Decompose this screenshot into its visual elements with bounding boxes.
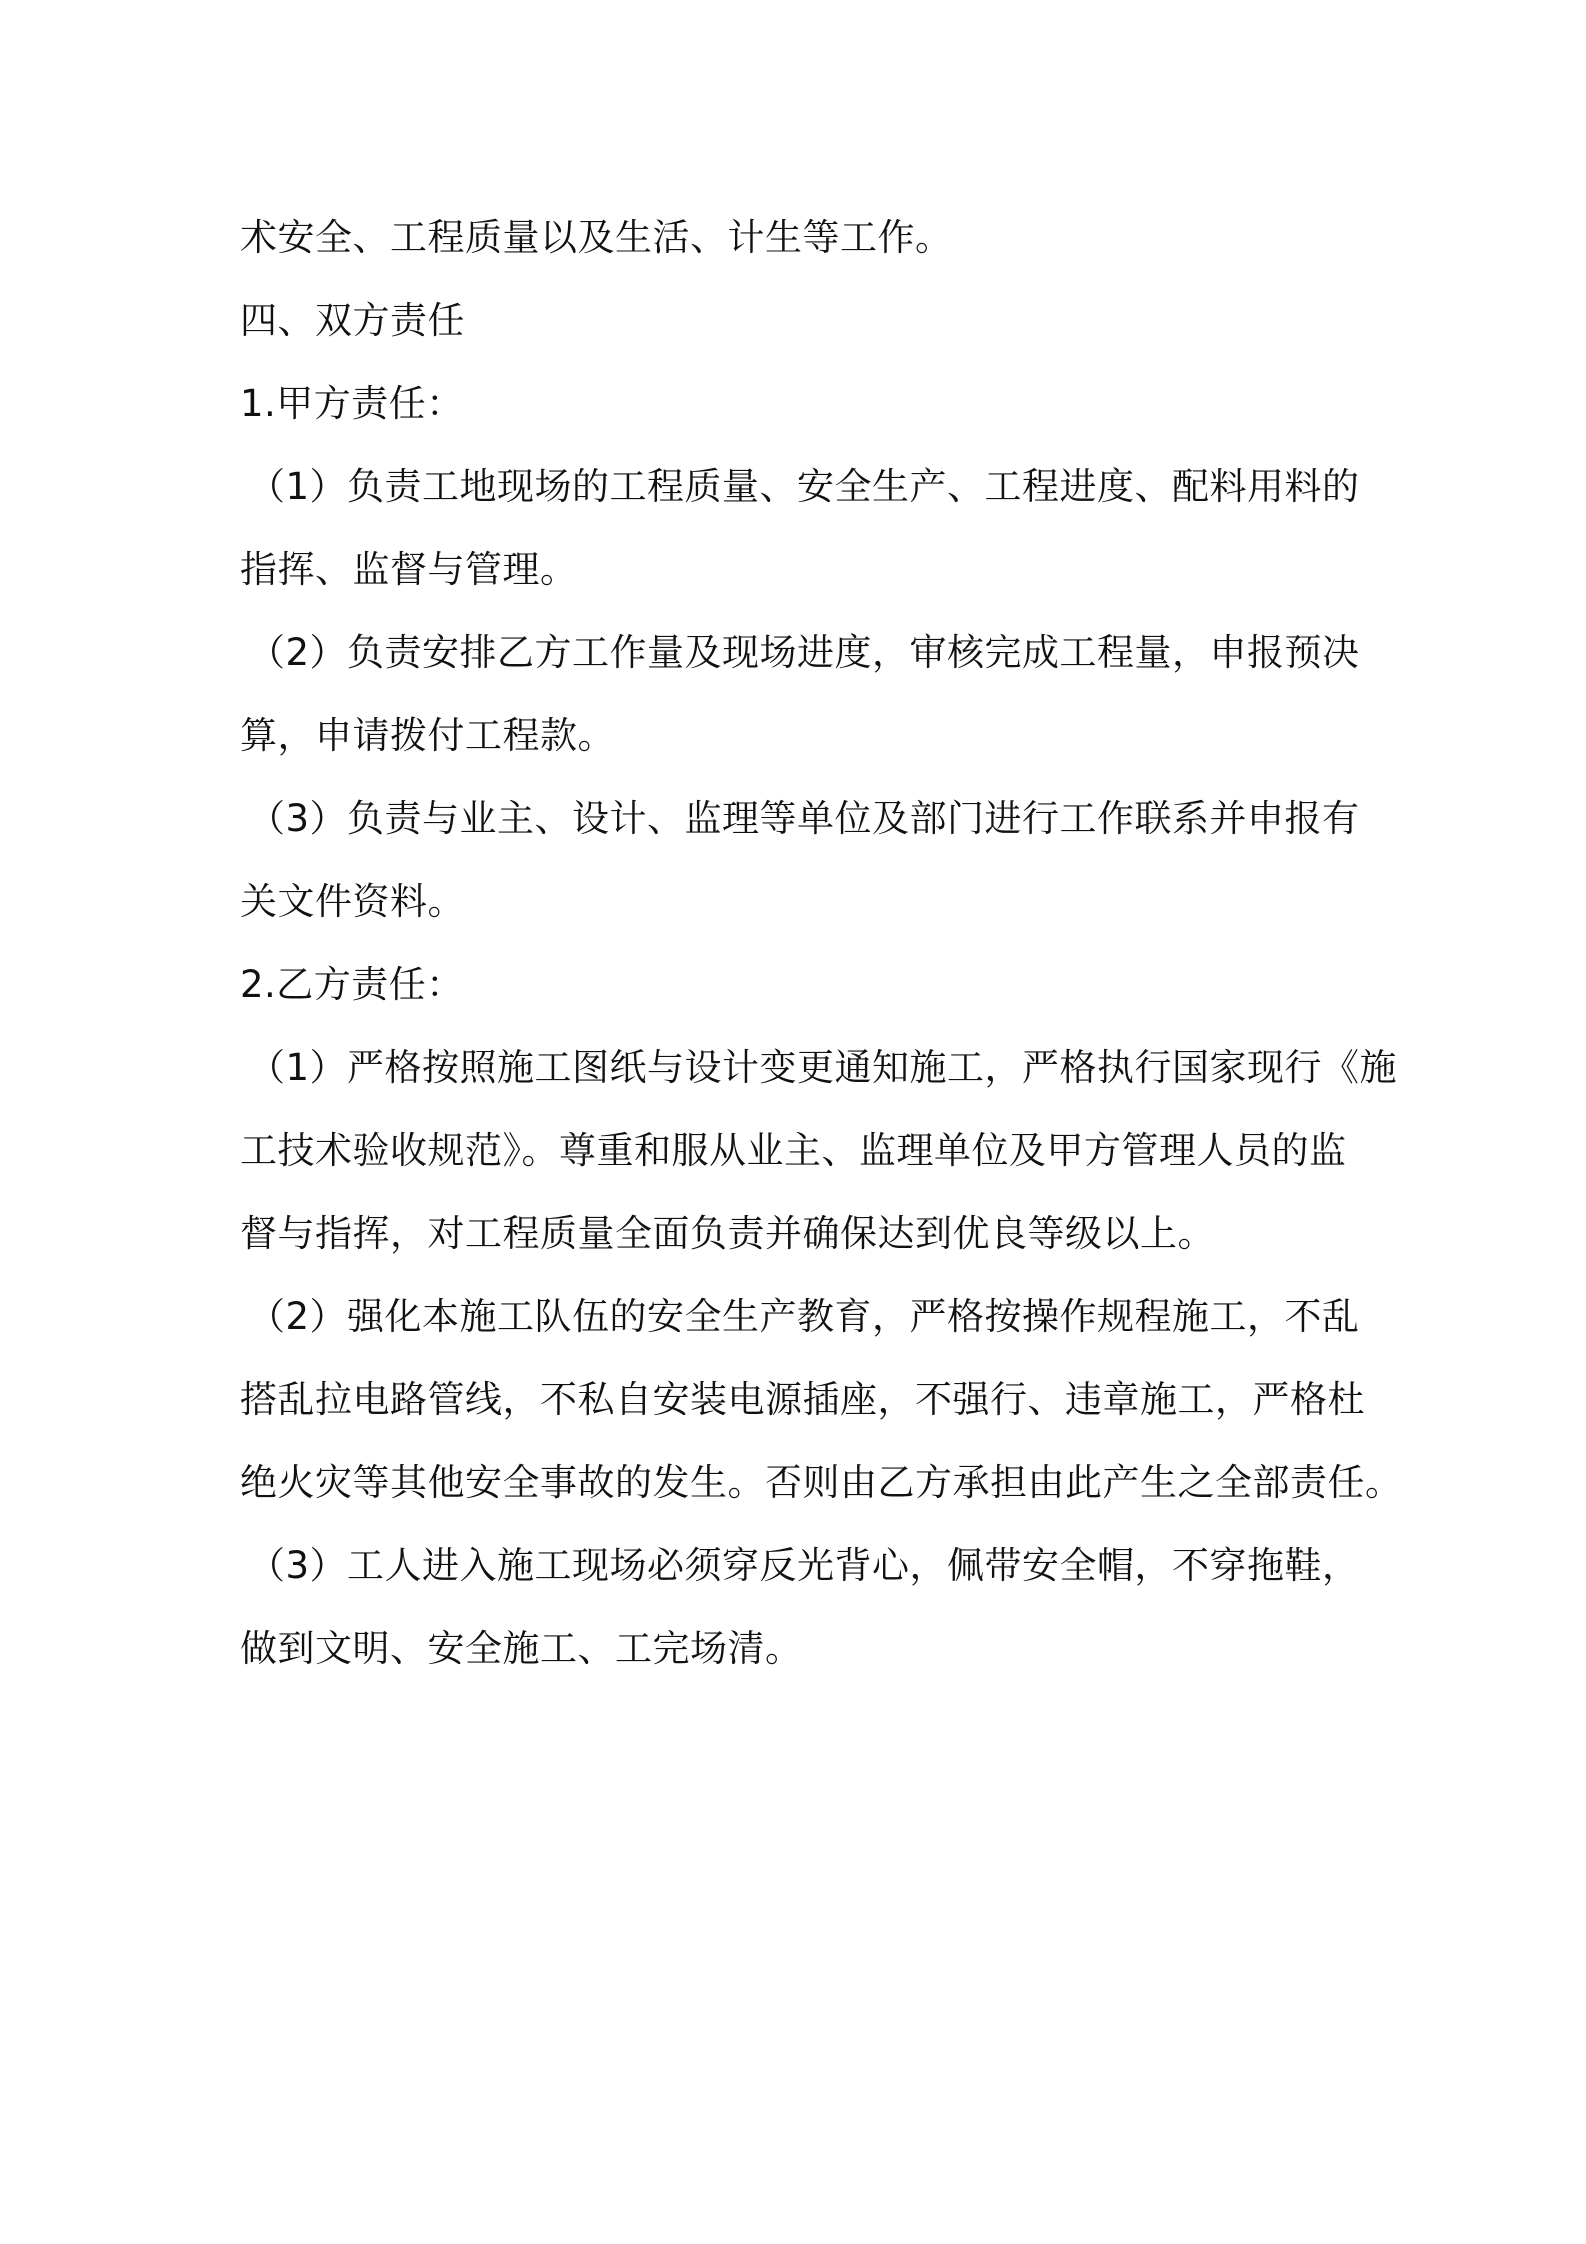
list-item-line: 工技术验收规范》。尊重和服从业主、监理单位及甲方管理人员的监 [240, 1129, 1347, 1172]
list-item-line: 指挥、监督与管理。 [240, 548, 578, 591]
section-heading: 四、双方责任 [240, 299, 465, 342]
list-item-line: （3）工人进入施工现场必须穿反光背心，佩带安全帽，不穿拖鞋， [248, 1544, 1360, 1587]
list-item-line: 搭乱拉电路管线，不私自安装电源插座，不强行、违章施工，严格杜 [240, 1378, 1365, 1421]
subsection-heading: 2.乙方责任： [240, 963, 464, 1006]
list-item-line: （1）负责工地现场的工程质量、安全生产、工程进度、配料用料的 [248, 465, 1360, 508]
list-item-line: 做到文明、安全施工、工完场清。 [240, 1627, 803, 1670]
list-item-line: 算，申请拨付工程款。 [240, 714, 615, 757]
document-body [240, 196, 1403, 1690]
list-item-line: （2）强化本施工队伍的安全生产教育，严格按操作规程施工，不乱 [248, 1295, 1360, 1338]
list-item-line: （2）负责安排乙方工作量及现场进度，审核完成工程量，申报预决 [248, 631, 1360, 674]
subsection-heading: 1.甲方责任： [240, 382, 464, 425]
list-item-line: （3）负责与业主、设计、监理等单位及部门进行工作联系并申报有 [248, 797, 1360, 840]
list-item-line: 关文件资料。 [240, 880, 465, 923]
list-item-line: 绝火灾等其他安全事故的发生。否则由乙方承担由此产生之全部责任。 [240, 1461, 1403, 1504]
list-item-line: （1）严格按照施工图纸与设计变更通知施工，严格执行国家现行《施 [248, 1046, 1398, 1089]
list-item-line: 督与指挥，对工程质量全面负责并确保达到优良等级以上。 [240, 1212, 1215, 1255]
paragraph-line: 术安全、工程质量以及生活、计生等工作。 [240, 216, 953, 259]
